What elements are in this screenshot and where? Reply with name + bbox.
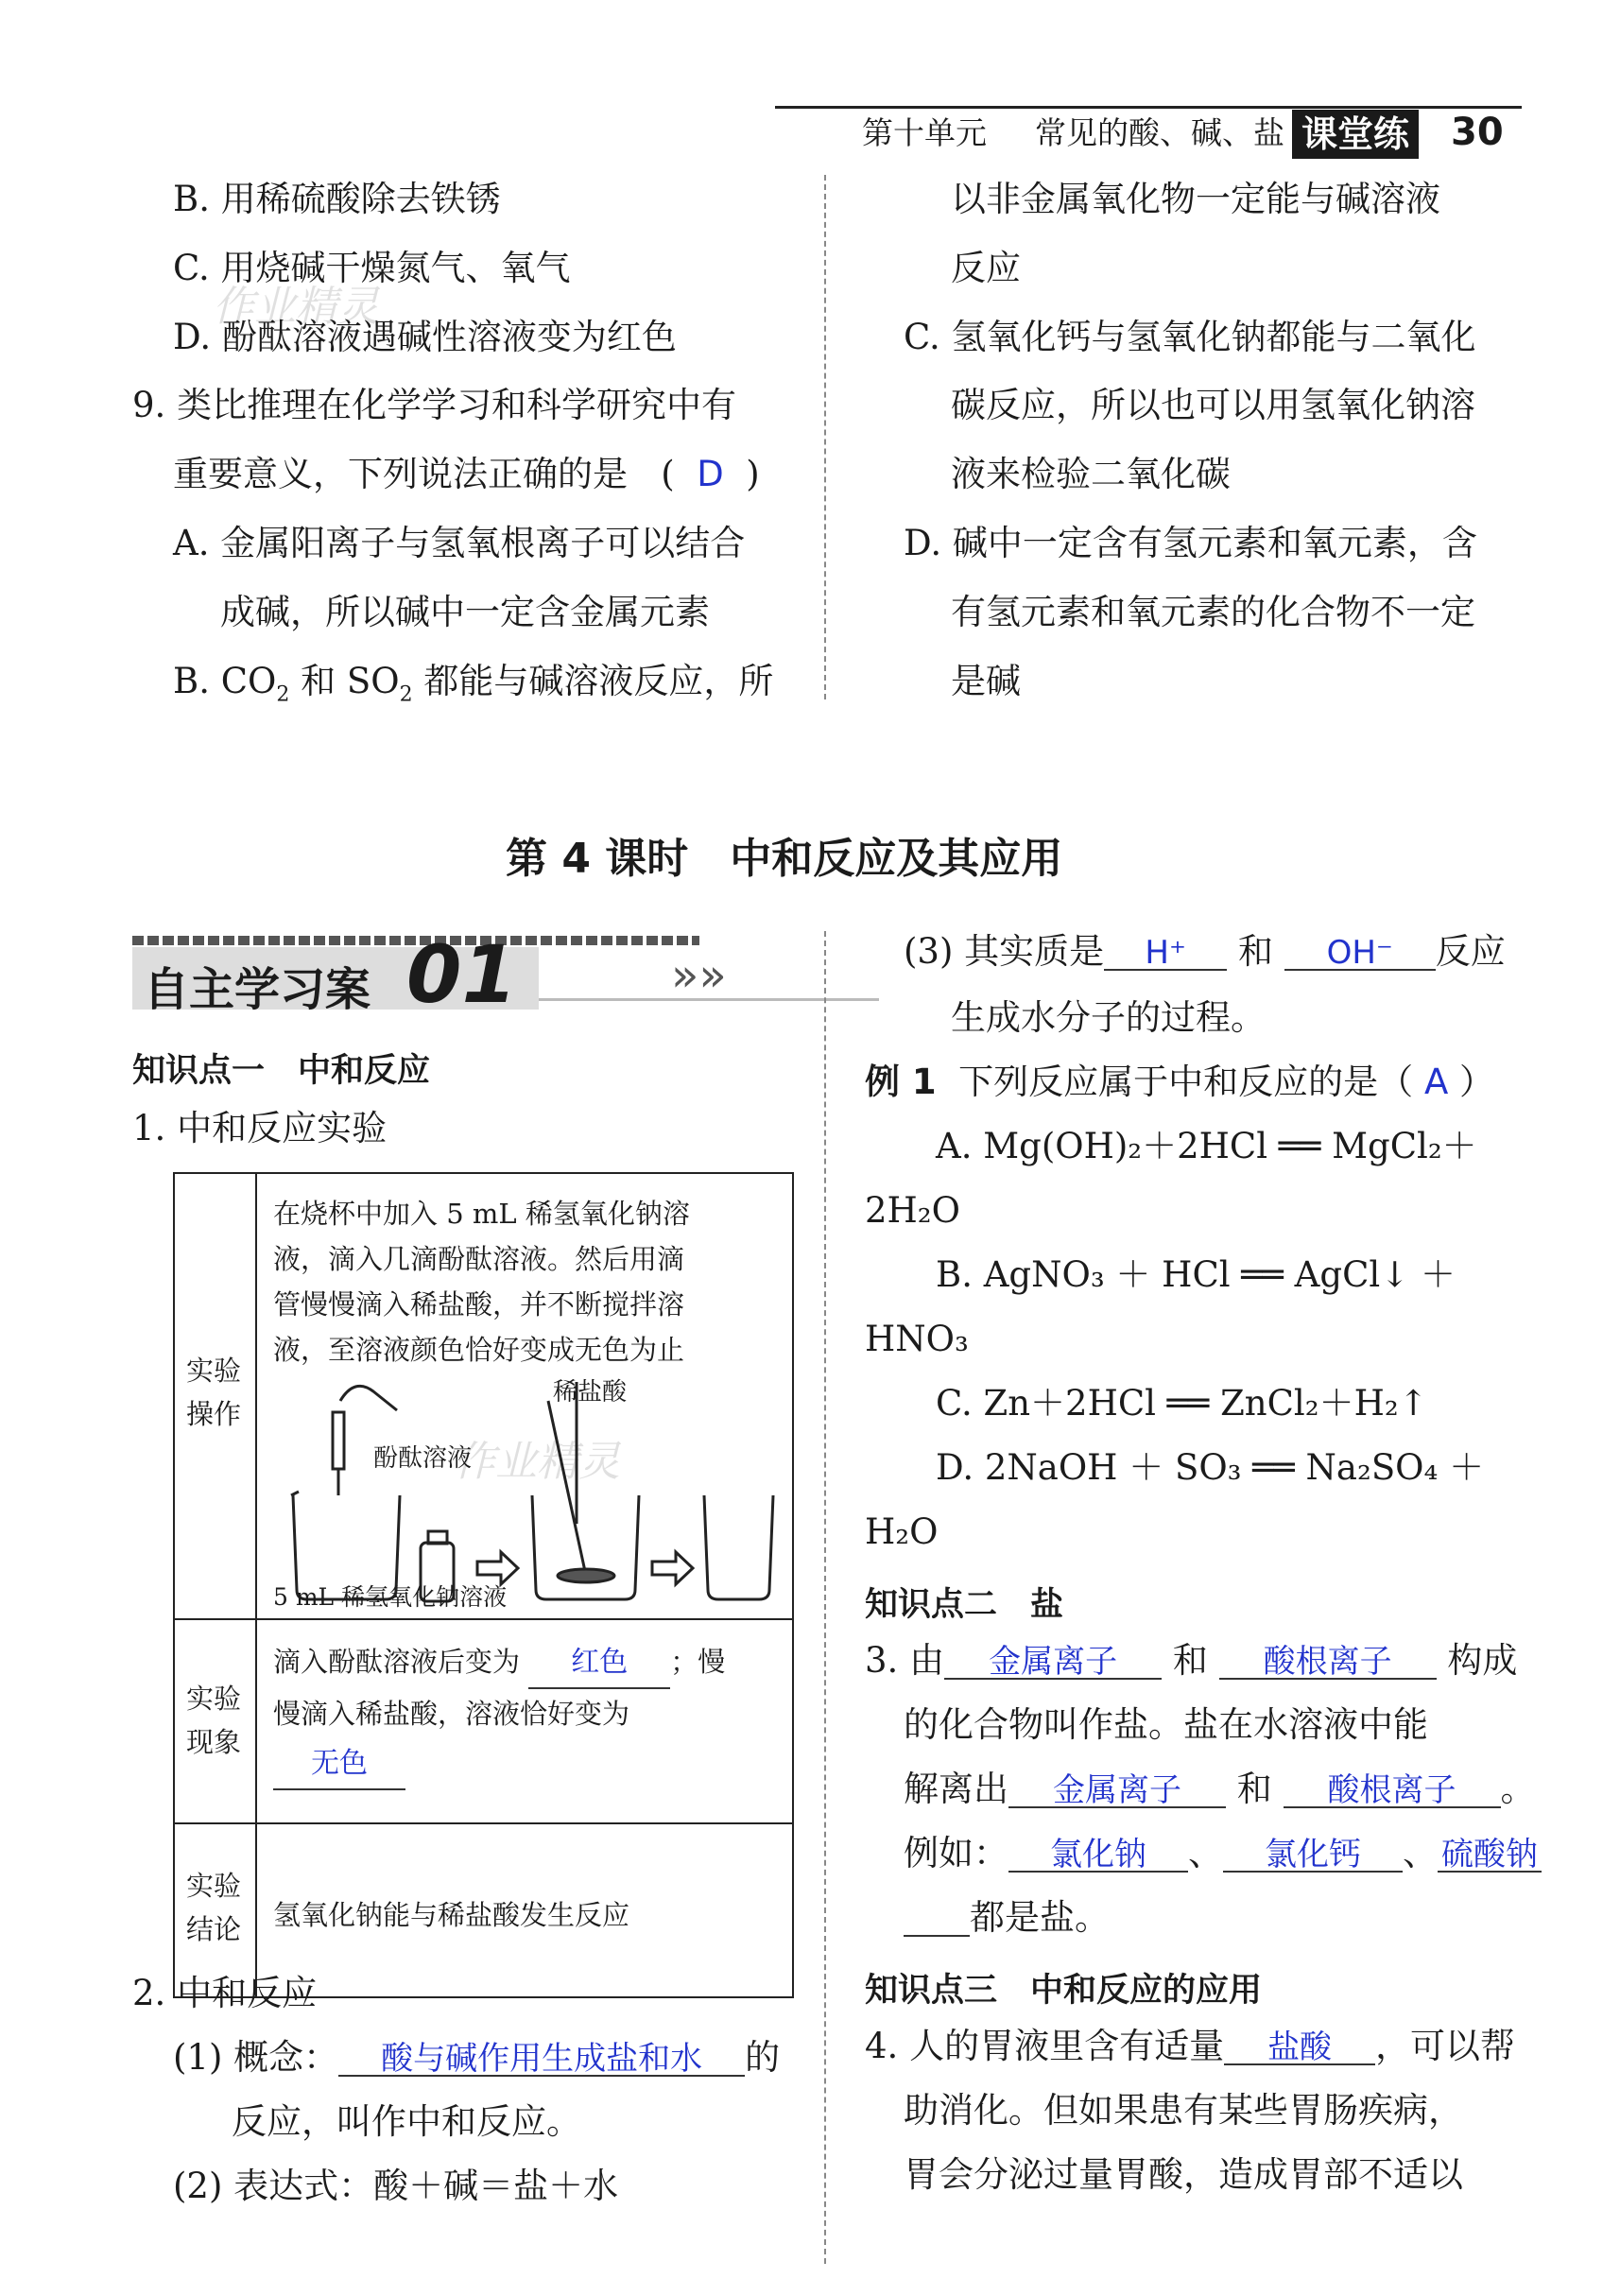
kp1-item2: 2. 中和反应: [132, 1973, 318, 2013]
kp3-line3: 胃会分泌过量胃酸，造成胃部不适以: [904, 2154, 1463, 2195]
obs-answer-red: 红色: [571, 1646, 629, 1679]
kp2-title: 知识点二 盐: [865, 1586, 1064, 1624]
q9-option-c-line1: C. 氢氧化钙与氢氧化钠都能与二氧化: [904, 317, 1476, 357]
kp2-line2: 的化合物叫作盐。盐在水溶液中能: [904, 1704, 1428, 1745]
banner-number: 01: [406, 928, 517, 1021]
column-divider: [824, 175, 826, 699]
q9-option-b-line1: B. $CO_2$ 和 $SO_2$ 都能与碱溶液反应，所: [173, 661, 774, 707]
table-label-conclusion: 实验结论: [186, 1870, 242, 1945]
q9-option-b-line2: 以非金属氧化物一定能与碱溶液: [951, 179, 1440, 219]
q9-option-c-line3: 液来检验二氧化碳: [951, 454, 1231, 494]
kp3-line2: 助消化。但如果患有某些胃肠疾病，: [904, 2090, 1463, 2131]
header-badge: 课堂练: [1292, 110, 1419, 159]
lesson-title: 第 4 课时 中和反应及其应用: [506, 835, 1063, 883]
example1-option-c: C. Zn＋2HCl ══ ZnCl₂＋H₂↑: [936, 1383, 1428, 1424]
salt-answer-1: 金属离子: [989, 1643, 1118, 1681]
salt-example-1: 氯化钠: [1050, 1836, 1146, 1873]
column-divider: [824, 931, 826, 2264]
kp1-title: 知识点一 中和反应: [132, 1052, 431, 1090]
q9-option-c-line2: 碳反应，所以也可以用氢氧化钠溶: [951, 385, 1475, 425]
watermark: 作业精灵: [454, 1438, 620, 1486]
essence-answer-h: H⁺: [1145, 934, 1186, 972]
q9-option-a-line2: 成碱，所以碱中一定含金属元素: [220, 592, 710, 632]
section-banner: [132, 928, 756, 1021]
concept-line1: (1) 概念： 酸与碱作用生成盐和水 的: [173, 2037, 781, 2078]
example1-option-b-line2: HNO₃: [865, 1319, 969, 1359]
kp2-line3: 解离出 金属离子 和 酸根离子 。: [904, 1769, 1536, 1809]
q8-option-d: D. 酚酞溶液遇碱性溶液变为红色: [173, 317, 677, 357]
banner-text: 自主学习案: [144, 963, 371, 1016]
salt-example-3: 硫酸钠: [1441, 1836, 1538, 1873]
table-label-operation: 实验操作: [186, 1355, 242, 1430]
stomach-acid-answer: 盐酸: [1267, 2028, 1333, 2066]
salt-answer-2: 酸根离子: [1263, 1643, 1392, 1681]
header-unit: 第十单元: [862, 114, 987, 151]
expression-line: (2) 表达式：酸＋碱＝盐＋水: [173, 2166, 619, 2206]
salt-example-2: 氯化钙: [1265, 1836, 1361, 1873]
kp2-line4: 例如： 氯化钠 、 氯化钙 、 硫酸钠: [904, 1836, 1542, 1873]
figure-label-acid: 稀盐酸: [553, 1378, 628, 1407]
essence-line1: (3) 其实质是 H⁺ 和 OH⁻ 反应: [904, 931, 1506, 972]
banner-chevrons-icon: »»: [671, 949, 727, 1002]
experiment-table: [173, 1172, 794, 1998]
example1-option-d-line2: H₂O: [865, 1511, 939, 1552]
figure-label-naoh: 5 mL 稀氢氧化钠溶液: [273, 1583, 508, 1611]
q8-option-c: C. 用烧碱干燥氮气、氧气: [173, 248, 571, 288]
salt-answer-4: 酸根离子: [1327, 1771, 1456, 1809]
figure-label-phenolphthalein: 酚酞溶液: [373, 1444, 473, 1473]
kp2-line5: 都是盐。: [904, 1900, 1110, 1937]
table-conclusion-text: 氢氧化钠能与稀盐酸发生反应: [273, 1899, 630, 1931]
concept-answer: 酸与碱作用生成盐和水: [381, 2040, 703, 2078]
header-rule: [775, 106, 1522, 109]
essence-answer-oh: OH⁻: [1326, 934, 1393, 972]
watermark: 作业精灵: [213, 283, 379, 331]
essence-line2: 生成水分子的过程。: [951, 997, 1266, 1038]
q8-option-b: B. 用稀硫酸除去铁锈: [173, 179, 501, 219]
q9-option-a-line1: A. 金属阳离子与氢氧根离子可以结合: [173, 523, 746, 563]
concept-line2: 反应，叫作中和反应。: [232, 2101, 581, 2142]
example1-option-b-line1: B. AgNO₃ ＋ HCl ══ AgCl↓ ＋: [936, 1254, 1456, 1295]
example1-option-a-line2: 2H₂O: [865, 1190, 960, 1231]
q9-option-d-line2: 有氢元素和氧元素的化合物不一定: [951, 592, 1475, 632]
q9-option-b-line3: 反应: [951, 248, 1021, 288]
table-label-observation: 实验现象: [186, 1683, 242, 1758]
example1-answer: A: [1423, 1062, 1449, 1102]
header-topic: 常见的酸、碱、盐: [1035, 114, 1284, 151]
obs-answer-colorless: 无色: [311, 1747, 368, 1780]
kp2-line1: 3. 由 金属离子 和 酸根离子 构成: [865, 1640, 1518, 1681]
table-observation-text: 滴入酚酞溶液后变为 红色 ；慢 慢滴入稀盐酸，溶液恰好变为 无色: [273, 1637, 725, 1790]
salt-answer-3: 金属离子: [1053, 1771, 1181, 1809]
table-operation-text: 在烧杯中加入 5 mL 稀氢氧化钠溶 液，滴入几滴酚酞溶液。然后用滴 管慢慢滴入稀盐酸，并不断搅拌溶 液，至溶液颜色恰好变成无色为止: [273, 1198, 690, 1366]
q9-stem-line2: 重要意义，下列说法正确的是 ( D ): [173, 454, 760, 494]
kp3-line1: 4. 人的胃液里含有适量 盐酸 ，可以帮: [865, 2026, 1516, 2066]
kp1-item1: 1. 中和反应实验: [132, 1108, 388, 1148]
experiment-figure: [265, 1372, 784, 1614]
q9-answer: D: [697, 454, 724, 494]
example1-option-a-line1: A. Mg(OH)₂＋2HCl ══ MgCl₂＋: [936, 1126, 1477, 1166]
q9-stem-line1: 9. 类比推理在化学学习和科学研究中有: [132, 385, 737, 425]
example1-stem: 例 1 下列反应属于中和反应的是（ A ）: [865, 1062, 1495, 1102]
page-number: 30: [1451, 111, 1504, 154]
kp3-title: 知识点三 中和反应的应用: [865, 1972, 1263, 2010]
q9-option-d-line1: D. 碱中一定含有氢元素和氧元素，含: [904, 523, 1477, 563]
q9-option-d-line3: 是碱: [951, 661, 1021, 701]
example1-option-d-line1: D. 2NaOH ＋ SO₃ ══ Na₂SO₄ ＋: [936, 1447, 1485, 1488]
